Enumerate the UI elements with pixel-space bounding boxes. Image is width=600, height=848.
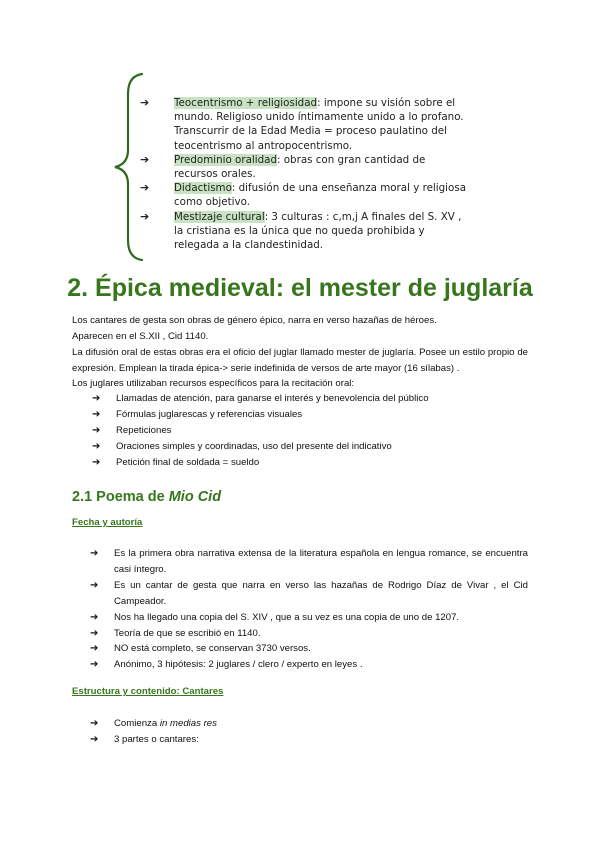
list-item: ➔ Petición final de soldada = sueldo [92, 455, 522, 471]
item-text: : impone su visión sobre el mundo. Religioso unido íntimamente unido a lo profano. Transcurrir de la Edad Media = proceso paulatino del teocentrismo al antropocentrismo. [174, 97, 464, 152]
list-item: ➔ Es un cantar de gesta que narra en verso las hazañas de Rodrigo Díaz de Vivar , el Cid Campeador. [90, 579, 528, 607]
paragraph: Aparecen en el S.XII , Cid 1140. [72, 331, 209, 342]
arrow-icon: ➔ [92, 424, 101, 436]
item-text: : obras con gran cantidad de recursos orales. [174, 153, 426, 181]
structure-list [90, 716, 528, 748]
item-text: : difusión de una enseñanza moral y religiosa como objetivo. [174, 182, 467, 209]
list-item: ➔ Llamadas de atención, para ganarse el interés y benevolencia del público [92, 391, 522, 407]
list-item [140, 153, 470, 181]
arrow-icon: ➔ [90, 643, 99, 655]
arrow-icon: ➔ [140, 181, 150, 195]
list-item: ➔ Oraciones simples y coordinadas, uso del presente del indicativo [92, 439, 522, 455]
arrow-icon: ➔ [90, 718, 99, 729]
paragraph: Los juglares utilizaban recursos específicos para la recitación oral: [72, 378, 355, 389]
section-heading: 2. Épica medieval: el mester de juglaría [67, 274, 533, 302]
list-item: ➔ Comienza in medias res [90, 716, 528, 732]
subheading-structure: Estructura y contenido: Cantares [72, 686, 224, 697]
arrow-icon: ➔ [92, 393, 101, 404]
item-text: : 3 culturas : c,m,j A finales del S. XV , la cristiana es la única que no queda prohibida y relegada a la clandestinidad. [174, 210, 462, 252]
arrow-icon: ➔ [92, 456, 101, 468]
subsection-heading: 2.1 Poema de Mio Cid [72, 489, 222, 505]
list-item [140, 96, 470, 153]
list-item: ➔ Anónimo, 3 hipótesis: 2 juglares / clero / experto en leyes . [90, 657, 528, 673]
arrow-icon: ➔ [90, 627, 99, 639]
highlighted-term: Predominio oralidad [174, 153, 278, 166]
arrow-icon: ➔ [92, 408, 101, 420]
arrow-icon: ➔ [90, 733, 99, 745]
list-item: ➔ Nos ha llegado una copia del S. XIV , que a su vez es una copia de uno de 1207. [90, 610, 528, 626]
paragraph: Los cantares de gesta son obras de género épico, narra en verso hazañas de héroes. [72, 315, 437, 326]
arrow-icon: ➔ [92, 440, 101, 452]
arrow-icon: ➔ [140, 209, 150, 223]
date-authorship-list [90, 546, 528, 673]
list-item: ➔ Fórmulas juglarescas y referencias visuales [92, 407, 522, 423]
arrow-icon: ➔ [90, 548, 99, 559]
list-item: ➔ Teoría de que se escribió en 1140. [90, 626, 528, 642]
subheading-date-authorship: Fecha y autoría [72, 517, 143, 528]
arrow-icon: ➔ [140, 152, 150, 166]
list-item [140, 181, 470, 209]
list-item: ➔ NO está completo, se conservan 3730 versos. [90, 641, 528, 657]
arrow-icon: ➔ [140, 96, 150, 109]
highlighted-term: Didactismo [174, 182, 232, 195]
arrow-icon: ➔ [90, 611, 99, 623]
paragraph: La difusión oral de estas obras era el oficio del juglar llamado mester de juglaría. Posee un estilo propio de expresión. Emplean la tirada épica-> serie indefinida de versos de arte mayor (16 sílabas) . [72, 347, 528, 374]
list-item [140, 210, 470, 253]
list-item: ➔ 3 partes o cantares: [90, 732, 528, 748]
arrow-icon: ➔ [90, 659, 99, 671]
highlighted-term: Teocentrismo + religiosidad [174, 97, 318, 109]
highlighted-term: Mestizaje cultural [174, 210, 265, 223]
list-item: ➔ Repeticiones [92, 423, 522, 439]
resources-list [92, 391, 522, 471]
list-item: ➔ Es la primera obra narrativa extensa de la literatura española en lengua romance, se encuentra casi íntegro. [90, 548, 528, 575]
characteristics-list [140, 96, 470, 252]
arrow-icon: ➔ [90, 579, 99, 591]
